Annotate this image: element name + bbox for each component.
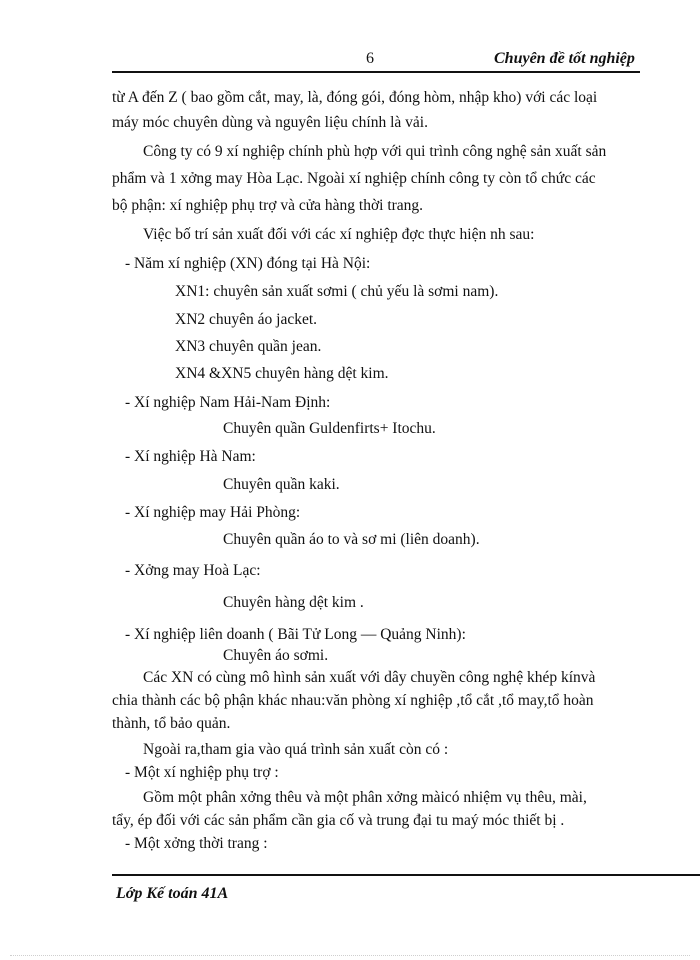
header-title: Chuyên đề tốt nghiệp — [494, 50, 635, 67]
footer-rule — [112, 874, 700, 876]
body-line-16: - Xí nghiệp may Hải Phòng: — [125, 504, 301, 521]
body-line-28: tẩy, ép đối với các sản phẩm cần gia cố và trung đại tu maý móc thiết bị . — [112, 812, 565, 829]
body-line-21: Chuyên áo sơmi. — [223, 647, 329, 664]
body-line-19: Chuyên hàng dệt kim . — [223, 594, 364, 611]
body-line-27: Gồm một phân xởng thêu và một phân xởng màicó nhiệm vụ thêu, mài, — [143, 789, 587, 806]
body-line-24: thành, tổ bảo quản. — [112, 715, 231, 732]
body-line-13: Chuyên quần Guldenfirts+ Itochu. — [223, 420, 436, 437]
body-line-2: máy móc chuyên dùng và nguyên liệu chính là vải. — [112, 114, 428, 131]
page-bottom-dotted-rule — [10, 955, 690, 956]
body-line-6: Việc bố trí sản xuất đối với các xí nghiệp đợc thực hiện nh sau: — [143, 226, 535, 243]
body-line-17: Chuyên quần áo to và sơ mi (liên doanh). — [223, 531, 480, 548]
body-line-23: chia thành các bộ phận khác nhau:văn phòng xí nghiệp ,tổ cắt ,tổ may,tổ hoàn — [112, 692, 594, 709]
body-line-7: - Năm xí nghiệp (XN) đóng tại Hà Nội: — [125, 255, 371, 272]
body-line-5: bộ phận: xí nghiệp phụ trợ và cửa hàng thời trang. — [112, 197, 424, 214]
footer-class-label: Lớp Kế toán 41A — [116, 885, 229, 902]
body-line-11: XN4 &XN5 chuyên hàng dệt kim. — [175, 365, 389, 382]
body-line-1: từ A đến Z ( bao gồm cắt, may, là, đóng gói, đóng hòm, nhập kho) với các loại — [112, 89, 598, 106]
body-line-9: XN2 chuyên áo jacket. — [175, 311, 318, 328]
body-line-15: Chuyên quần kaki. — [223, 476, 340, 493]
body-line-18: - Xởng may Hoà Lạc: — [125, 562, 261, 579]
body-line-14: - Xí nghiệp Hà Nam: — [125, 448, 256, 465]
page-number: 6 — [366, 50, 374, 67]
body-line-22: Các XN có cùng mô hình sản xuất với dây chuyền công nghệ khép kínvà — [143, 669, 596, 686]
body-line-29: - Một xởng thời trang : — [125, 835, 268, 852]
body-line-8: XN1: chuyên sản xuất sơmi ( chủ yếu là sơmi nam). — [175, 283, 499, 300]
body-line-26: - Một xí nghiệp phụ trợ : — [125, 764, 279, 781]
body-line-20: - Xí nghiệp liên doanh ( Bãi Tử Long — Quảng Ninh): — [125, 626, 466, 643]
header-rule — [112, 71, 640, 73]
body-line-12: - Xí nghiệp Nam Hải-Nam Định: — [125, 394, 331, 411]
body-line-3: Công ty có 9 xí nghiệp chính phù hợp với qui trình công nghệ sản xuất sản — [143, 143, 607, 160]
body-line-25: Ngoài ra,tham gia vào quá trình sản xuất còn có : — [143, 741, 449, 758]
body-line-10: XN3 chuyên quần jean. — [175, 338, 322, 355]
body-line-4: phẩm và 1 xởng may Hòa Lạc. Ngoài xí nghiệp chính công ty còn tổ chức các — [112, 170, 596, 187]
